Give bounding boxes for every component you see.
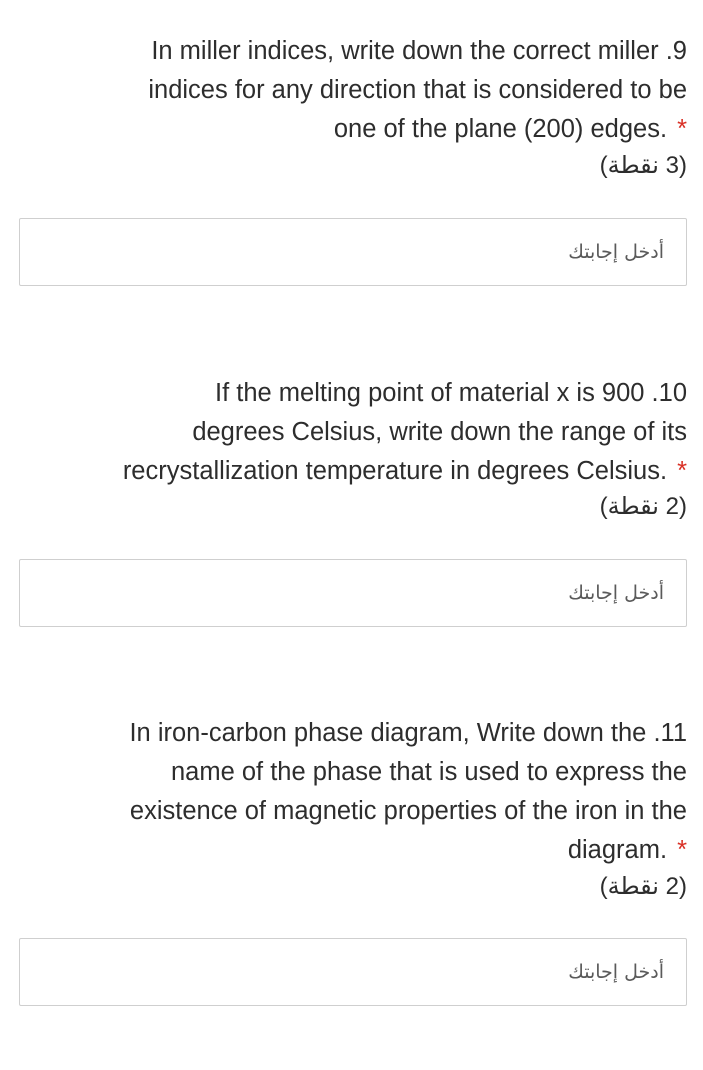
answer-input[interactable] — [19, 938, 687, 1006]
question-line-text: .recrystallization temperature in degrees Celsius — [122, 457, 668, 485]
question-line: name of the phase that is used to express the — [171, 758, 687, 786]
question-line — [27, 110, 687, 149]
required-asterisk: * — [677, 457, 687, 485]
required-asterisk: * — [677, 115, 687, 143]
question-line: existence of magnetic properties of the iron in the — [129, 797, 687, 825]
answer-placeholder: أدخل إجابتك — [568, 961, 664, 983]
question-text — [27, 714, 687, 870]
question-line: If the melting point of material x is 900 .10 — [215, 379, 687, 407]
question-line-text: .one of the plane (200) edges — [333, 115, 668, 143]
question-line — [27, 831, 687, 870]
answer-input[interactable] — [19, 218, 687, 286]
points-label: (2 نقطة) — [599, 493, 687, 520]
question-line-text: .diagram — [567, 836, 668, 864]
question-line: In iron-carbon phase diagram, Write down the .11 — [129, 719, 687, 747]
question-line: degrees Celsius, write down the range of its — [192, 418, 687, 446]
question-line — [27, 452, 687, 491]
question-text — [27, 32, 687, 149]
answer-placeholder: أدخل إجابتك — [568, 241, 664, 263]
question-line: In miller indices, write down the correct miller .9 — [151, 37, 687, 65]
answer-input[interactable] — [19, 559, 687, 627]
question-line: indices for any direction that is considered to be — [148, 76, 687, 104]
question-text — [27, 374, 687, 491]
required-asterisk: * — [677, 836, 687, 864]
answer-placeholder: أدخل إجابتك — [568, 582, 664, 604]
points-label: (3 نقطة) — [599, 152, 687, 179]
points-label: (2 نقطة) — [599, 873, 687, 900]
